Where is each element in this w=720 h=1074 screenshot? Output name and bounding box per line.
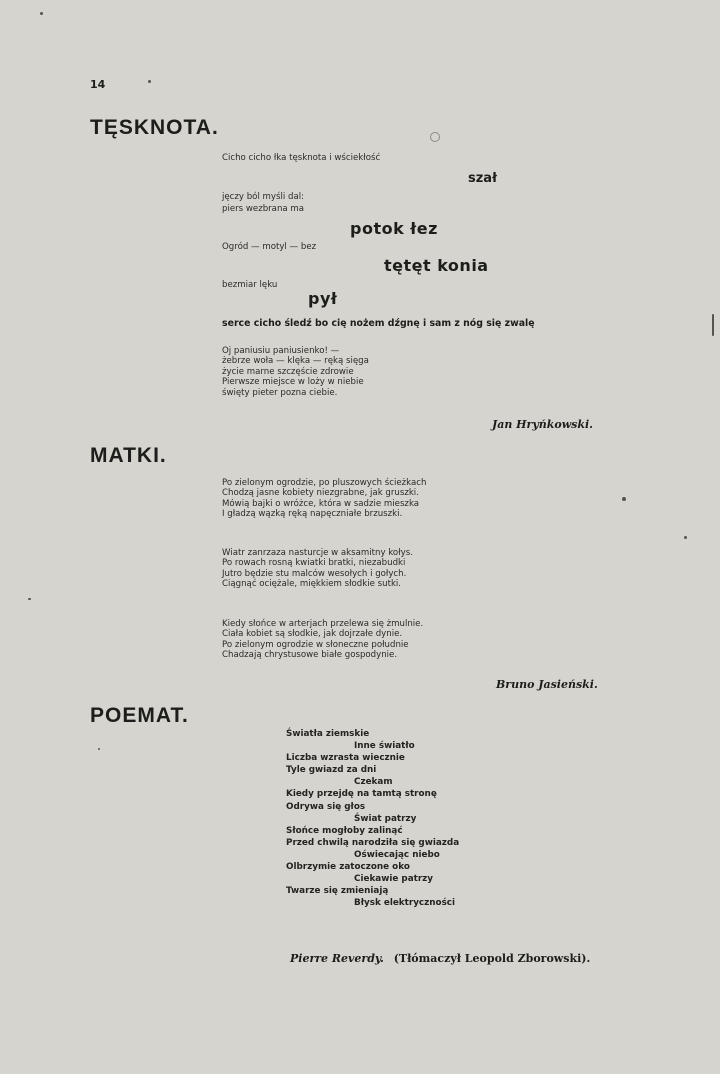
paper-speck bbox=[28, 598, 31, 600]
poem-line: potok łez bbox=[350, 219, 438, 238]
poem-line: Oświecając niebo bbox=[354, 849, 440, 860]
paper-speck bbox=[430, 132, 440, 142]
paper-speck bbox=[622, 497, 626, 501]
poem-line: piers wezbrana ma bbox=[222, 204, 305, 214]
poem-line: Światła ziemskie bbox=[286, 729, 370, 739]
poem-line: Ciągnąć ociężale, miękkiem słodkie sutki. bbox=[222, 579, 402, 590]
poem-line: Mówią bajki o wróżce, która w sadzie mieszka bbox=[222, 498, 420, 509]
paper-speck bbox=[148, 80, 151, 83]
signature-author: Pierre Reverdy. bbox=[290, 952, 384, 965]
poem-line: Kiedy przejdę na tamtą stronę bbox=[286, 789, 437, 800]
signature-reverdy bbox=[290, 952, 590, 965]
poem-line: szał bbox=[468, 171, 497, 186]
poem-line: życie marne szczęście zdrowie bbox=[222, 366, 354, 377]
stanza bbox=[222, 346, 369, 398]
poem-line: Czekam bbox=[354, 777, 393, 788]
poem-line: Ogród — motyl — bez bbox=[222, 242, 317, 252]
stanza bbox=[222, 478, 426, 520]
signature-hrynkowski: Jan Hryńkowski. bbox=[492, 418, 593, 431]
poem-body bbox=[286, 728, 459, 909]
poem-line: Błysk elektryczności bbox=[354, 898, 456, 909]
poem-line: serce cicho śledź bo cię nożem dźgnę i sam z nóg się zwalę bbox=[222, 318, 535, 329]
poem-title-poemat: POEMAT. bbox=[90, 704, 189, 727]
signature-jasienski: Bruno Jasieński. bbox=[496, 678, 598, 691]
poem-line: Pierwsze miejsce w loży w niebie bbox=[222, 377, 364, 388]
poem-line: Wiatr zanrzaza nasturcje w aksamitny kołys. bbox=[222, 548, 413, 558]
poem-line: Odrywa się głos bbox=[286, 801, 366, 812]
poem-line: święty pieter pozna ciebie. bbox=[222, 387, 338, 398]
stanza bbox=[222, 548, 413, 590]
poem-line: I gładzą wązką ręką napęczniałe brzuszki. bbox=[222, 509, 403, 520]
poem-line: Liczba wzrasta wiecznie bbox=[286, 753, 405, 764]
poem-title-tesknota: TĘSKNOTA. bbox=[90, 116, 219, 139]
poem-line: Ciała kobiet są słodkie, jak dojrzałe dynie. bbox=[222, 629, 403, 640]
page-number: 14 bbox=[90, 78, 106, 91]
poem-line: Chodzą jasne kobiety niezgrabne, jak gruszki. bbox=[222, 488, 419, 499]
poem-line: Po rowach rosną kwiatki bratki, niezabudki bbox=[222, 558, 406, 569]
poem-line: bezmiar lęku bbox=[222, 280, 278, 290]
poem-line: Ciekawie patrzy bbox=[354, 874, 434, 885]
poem-line: Tyle gwiazd za dni bbox=[286, 765, 377, 776]
poem-line: pył bbox=[308, 289, 338, 308]
poem-line: Słońce mogłoby zalinąć bbox=[286, 825, 403, 836]
stanza bbox=[222, 619, 423, 661]
poem-line: Po zielonym ogrodzie, po pluszowych ścieżkach bbox=[222, 478, 427, 488]
poem-title-matki: MATKI. bbox=[90, 444, 167, 467]
paper-speck bbox=[684, 536, 687, 539]
poem-line: Świat patrzy bbox=[354, 813, 417, 824]
poem-line: Jutro będzie stu malców wesołych i gołych. bbox=[222, 568, 407, 579]
poem-line: Kiedy słońce w arterjach przelewa się żmulnie. bbox=[222, 619, 424, 629]
poem-line: żebrze woła — klęka — ręką sięga bbox=[222, 356, 369, 367]
poem-line: Oj paniusiu paniusienko! — bbox=[222, 346, 340, 356]
poem-line: tętęt konia bbox=[384, 256, 489, 275]
paper-speck bbox=[98, 748, 100, 750]
poem-line: Twarze się zmieniają bbox=[286, 886, 389, 897]
poem-line: Cicho cicho łka tęsknota i wściekłość bbox=[222, 153, 381, 163]
signature-translator: (Tłómaczył Leopold Zborowski). bbox=[393, 952, 591, 965]
poem-line: Chadzają chrystusowe białe gospodynie. bbox=[222, 650, 398, 661]
paper-speck bbox=[712, 314, 714, 336]
poem-line: jęczy ból myśli dal: bbox=[222, 192, 305, 202]
poem-line: Przed chwilą narodziła się gwiazda bbox=[286, 837, 460, 848]
poem-line: Po zielonym ogrodzie w słoneczne południe bbox=[222, 639, 409, 650]
poem-line: Olbrzymie zatoczone oko bbox=[286, 862, 410, 873]
poem-line: Inne światło bbox=[354, 741, 415, 752]
paper-speck bbox=[40, 12, 43, 15]
